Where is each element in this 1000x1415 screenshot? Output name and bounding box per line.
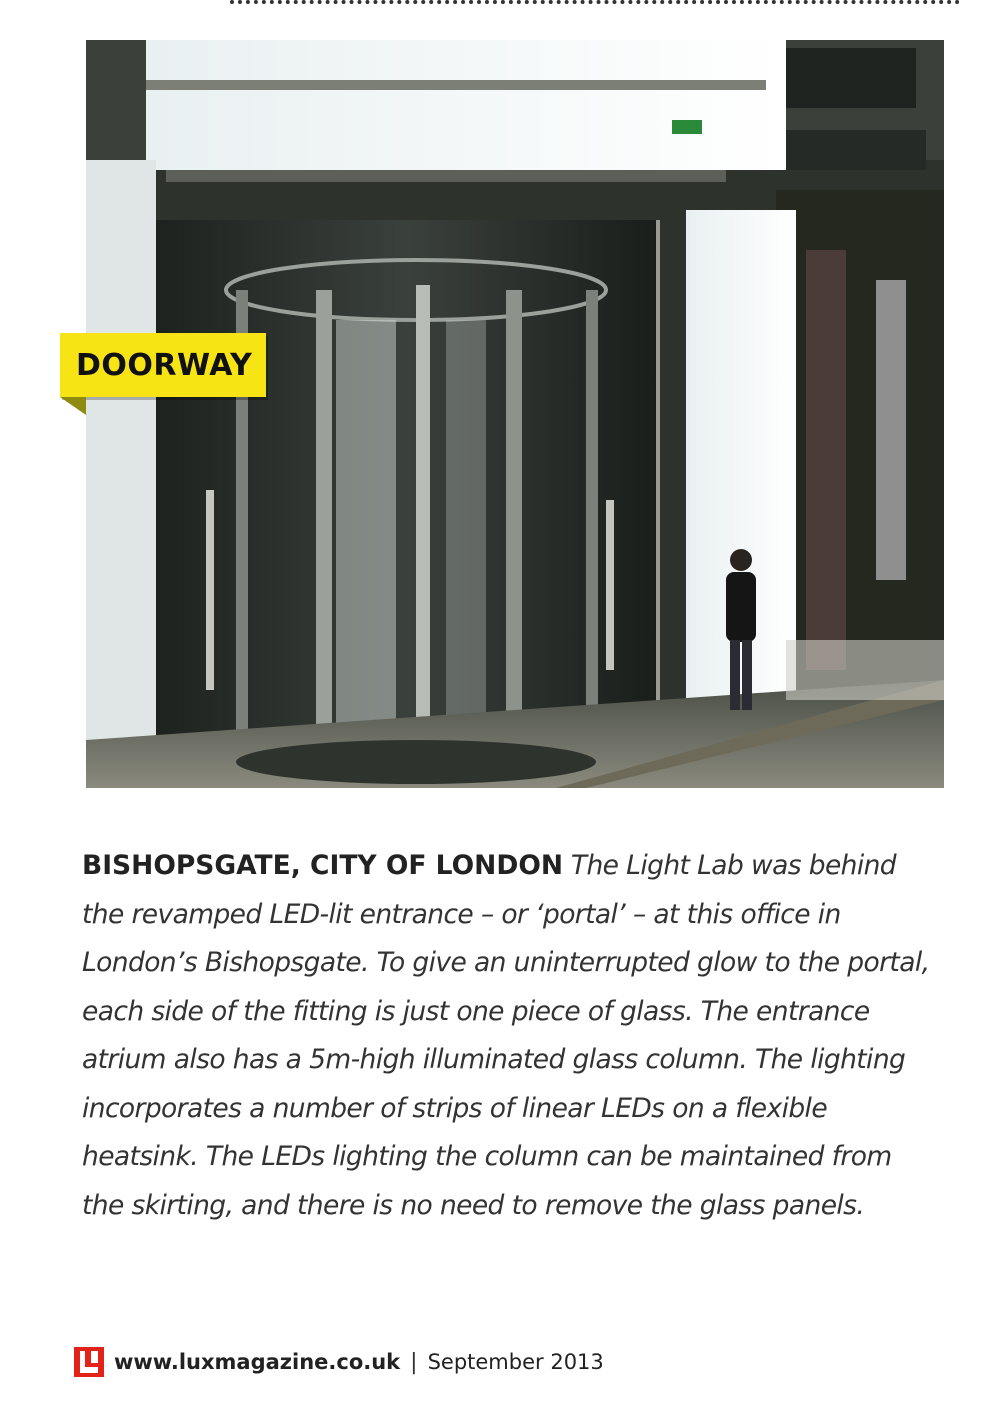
doorway-tag: DOORWAY bbox=[60, 333, 266, 397]
article-lead: BISHOPSGATE, CITY OF LONDON bbox=[82, 850, 564, 881]
article-text bbox=[82, 842, 932, 1230]
top-dotted-rule bbox=[230, 0, 960, 8]
footer-date: September 2013 bbox=[427, 1350, 604, 1374]
doorway-photo bbox=[86, 40, 944, 788]
lux-logo-icon bbox=[74, 1347, 104, 1377]
page-footer bbox=[74, 1344, 604, 1380]
doorway-photo-illustration bbox=[86, 40, 944, 788]
doorway-tag-tail bbox=[60, 397, 86, 415]
footer-separator: | bbox=[410, 1349, 418, 1375]
article-body: The Light Lab was behind the revamped LED-lit entrance – or ‘portal’ – at this office in London’s Bishopsgate. To give an uninterrupted glow to the portal, each side of the fitting is just one piece of glass. The entrance atrium also has a 5m-high illuminated glass column. The lighting incorporates a number of strips of linear LEDs on a flexible heatsink. The LEDs lighting the column can be maintained from the skirting, and there is no need to remove the glass panels. bbox=[82, 850, 930, 1221]
footer-url: www.luxmagazine.co.uk bbox=[114, 1350, 401, 1374]
